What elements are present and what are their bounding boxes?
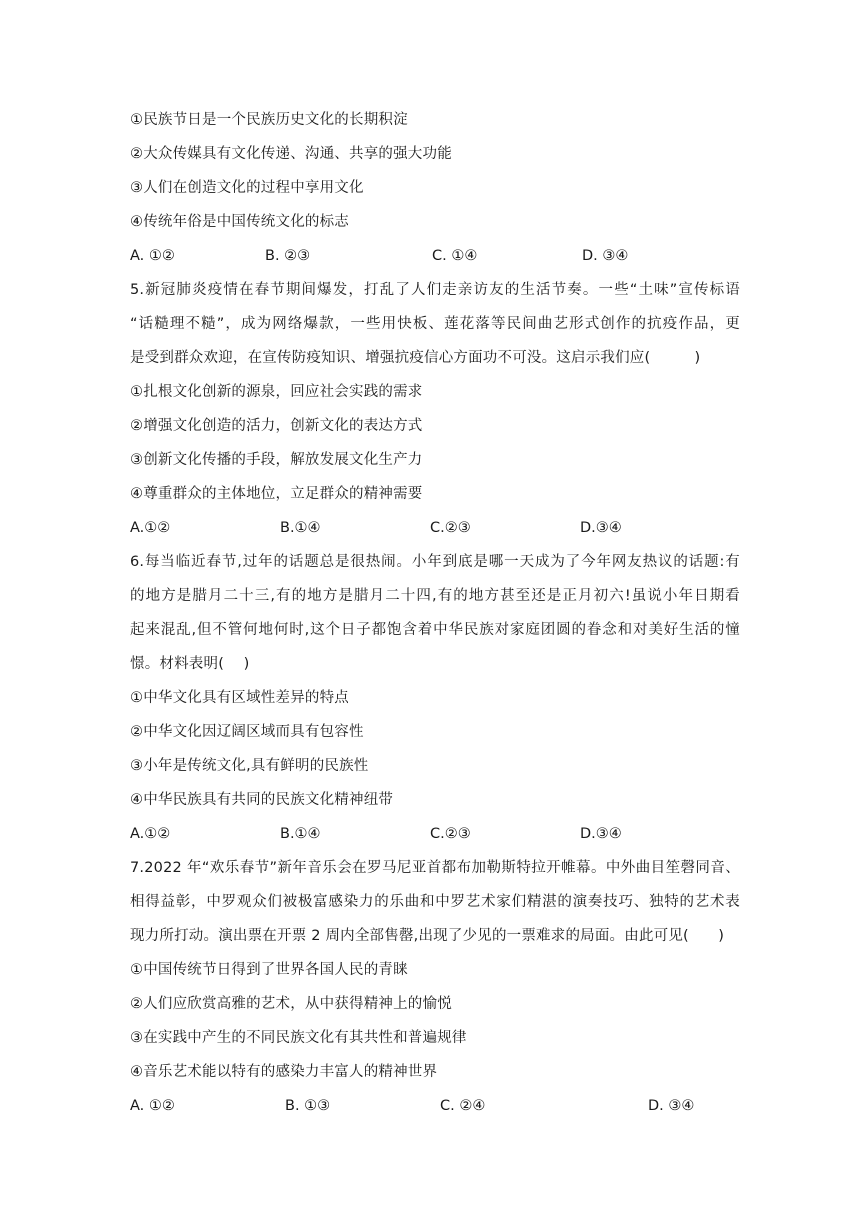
q7-choice-d: D. ③④	[648, 1098, 695, 1114]
q4-option-3: ③人们在创造文化的过程中享用文化	[130, 180, 364, 196]
q5-choice-d: D.③④	[580, 520, 622, 536]
q4-option-1: ①民族节日是一个民族历史文化的长期积淀	[130, 112, 408, 128]
q6-option-2: ②中华文化因辽阔区域而具有包容性	[130, 724, 364, 740]
q4-choices	[130, 246, 740, 266]
q4-choice-b: B. ②③	[265, 248, 311, 264]
q5-stem-line-3: 是受到群众欢迎，在宣传防疫知识、增强抗疫信心方面功不可没。这启示我们应( )	[130, 350, 701, 366]
q5-choice-a: A.①②	[130, 520, 171, 536]
q6-stem-line-4: 憬。材料表明( )	[130, 656, 250, 672]
q4-choice-c: C. ①④	[432, 248, 478, 264]
q7-stem-line-3: 现力所打动。演出票在开票 2 周内全部售罄,出现了少见的一票难求的局面。由此可见( )	[130, 928, 725, 944]
q6-choice-b: B.①④	[280, 826, 321, 842]
q6-choice-c: C.②③	[430, 826, 471, 842]
q4-choice-a: A. ①②	[130, 248, 175, 264]
q7-choice-b: B. ①③	[285, 1098, 331, 1114]
q6-choice-d: D.③④	[580, 826, 622, 842]
q7-choices	[130, 1096, 740, 1116]
q4-option-2: ②大众传媒具有文化传递、沟通、共享的强大功能	[130, 146, 452, 162]
q6-option-4: ④中华民族具有共同的民族文化精神纽带	[130, 792, 394, 808]
q6-choice-a: A.①②	[130, 826, 171, 842]
q5-choices	[130, 518, 740, 538]
q7-stem-line-2: 相得益彰，中罗观众们被极富感染力的乐曲和中罗艺术家们精湛的演奏技巧、独特的艺术表	[130, 894, 740, 910]
q6-stem-line-2: 的地方是腊月二十三,有的地方是腊月二十四,有的地方甚至还是正月初六!虽说小年日期看	[130, 588, 740, 604]
q7-stem-line-1: 7.2022 年“欢乐春节”新年音乐会在罗马尼亚首都布加勒斯特拉开帷幕。中外曲目笙磬同音、	[130, 860, 740, 876]
q7-option-4: ④音乐艺术能以特有的感染力丰富人的精神世界	[130, 1064, 438, 1080]
q5-option-2: ②增强文化创造的活力，创新文化的表达方式	[130, 418, 423, 434]
q5-choice-b: B.①④	[280, 520, 321, 536]
q5-stem-line-2: “话糙理不糙”，成为网络爆款，一些用快板、莲花落等民间曲艺形式创作的抗疫作品，更	[130, 316, 740, 332]
q7-choice-c: C. ②④	[440, 1098, 486, 1114]
q6-option-3: ③小年是传统文化,具有鲜明的民族性	[130, 758, 369, 774]
q6-stem-line-3: 起来混乱,但不管何地何时,这个日子都饱含着中华民族对家庭团圆的眷念和对美好生活的憧	[130, 622, 740, 638]
q5-choice-c: C.②③	[430, 520, 471, 536]
q6-choices	[130, 824, 740, 844]
q5-option-1: ①扎根文化创新的源泉，回应社会实践的需求	[130, 384, 423, 400]
q5-stem-line-1: 5.新冠肺炎疫情在春节期间爆发，打乱了人们走亲访友的生活节奏。一些“土味”宣传标语	[130, 282, 740, 298]
q5-option-3: ③创新文化传播的手段，解放发展文化生产力	[130, 452, 423, 468]
q7-choice-a: A. ①②	[130, 1098, 175, 1114]
q5-option-4: ④尊重群众的主体地位，立足群众的精神需要	[130, 486, 423, 502]
q7-option-3: ③在实践中产生的不同民族文化有其共性和普遍规律	[130, 1030, 467, 1046]
q6-stem-line-1: 6.每当临近春节,过年的话题总是很热闹。小年到底是哪一天成为了今年网友热议的话题:有	[130, 554, 740, 570]
q4-choice-d: D. ③④	[582, 248, 629, 264]
q7-option-2: ②人们应欣赏高雅的艺术，从中获得精神上的愉悦	[130, 996, 452, 1012]
q7-option-1: ①中国传统节日得到了世界各国人民的青睐	[130, 962, 408, 978]
q4-option-4: ④传统年俗是中国传统文化的标志	[130, 214, 349, 230]
q6-option-1: ①中华文化具有区域性差异的特点	[130, 690, 349, 706]
